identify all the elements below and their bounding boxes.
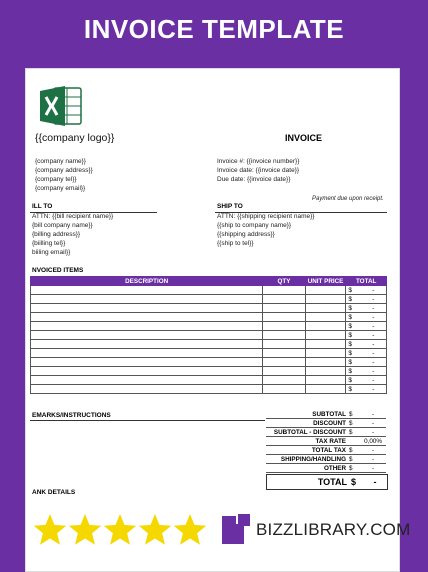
summary-row — [266, 420, 386, 428]
company-tel: {company tel}} — [35, 176, 77, 183]
bill-email: biiling email}} — [32, 249, 71, 256]
bill-tel: {biilling tel}} — [32, 240, 66, 247]
items-body — [31, 286, 387, 394]
item-unit-price-cell[interactable] — [305, 295, 346, 304]
remarks-heading: EMARKS/INSTRUCTIONS — [32, 412, 111, 419]
summary-label: SUBTOTAL — [312, 411, 346, 418]
item-total-value: - — [372, 322, 375, 330]
grand-total-value: - — [373, 477, 377, 487]
summary-label: SHIPPING/HANDLING — [280, 456, 346, 463]
items-header-row — [31, 277, 387, 286]
company-email: {company email}} — [35, 185, 86, 192]
item-row — [31, 385, 387, 394]
summary-row — [266, 447, 386, 455]
item-total-currency: $ — [348, 331, 352, 339]
item-total-cell — [346, 367, 387, 376]
summary-value: 0,00% — [364, 438, 382, 445]
star-icon — [174, 514, 206, 545]
item-total-value: - — [372, 295, 375, 303]
invoice-title: INVOICE — [285, 133, 323, 143]
item-row — [31, 313, 387, 322]
star-icon — [34, 514, 66, 545]
item-description-cell[interactable] — [31, 331, 263, 340]
item-qty-cell[interactable] — [263, 295, 305, 304]
item-total-cell — [346, 286, 387, 295]
summary-value: - — [371, 429, 375, 436]
invoice-meta — [217, 157, 299, 184]
item-unit-price-cell[interactable] — [305, 340, 346, 349]
ship-to-details — [217, 212, 314, 248]
summary-row — [266, 411, 386, 419]
item-unit-price-cell[interactable] — [305, 286, 346, 295]
col-unit-price: UNIT PRICE — [305, 277, 346, 286]
item-total-currency: $ — [348, 286, 352, 294]
payment-note: Payment due upon receipt. — [312, 196, 384, 202]
summary-value: - — [371, 411, 375, 418]
item-total-cell — [346, 304, 387, 313]
item-total-value: - — [372, 313, 375, 321]
item-total-cell — [346, 385, 387, 394]
item-qty-cell[interactable] — [263, 313, 305, 322]
bill-address: {billing address}} — [32, 231, 81, 238]
company-details — [35, 157, 93, 193]
excel-icon — [38, 85, 84, 127]
item-total-value: - — [372, 385, 375, 393]
summary-label: SUBTOTAL - DISCOUNT — [273, 429, 346, 436]
summary-value: - — [371, 456, 375, 463]
item-qty-cell[interactable] — [263, 367, 305, 376]
remarks-rule — [30, 420, 265, 421]
summary-label: TAX RATE — [315, 438, 346, 445]
item-row — [31, 340, 387, 349]
summary-label: OTHER — [323, 465, 346, 472]
item-total-cell — [346, 331, 387, 340]
item-row — [31, 295, 387, 304]
item-total-currency: $ — [348, 385, 352, 393]
due-date: Due date: {{invoice date}} — [217, 176, 291, 183]
item-qty-cell[interactable] — [263, 340, 305, 349]
col-qty: QTY — [263, 277, 305, 286]
item-description-cell[interactable] — [31, 304, 263, 313]
item-qty-cell[interactable] — [263, 385, 305, 394]
summary-currency: $ — [349, 447, 353, 454]
company-name: {company name}} — [35, 158, 86, 165]
rating-stars — [32, 512, 212, 548]
item-description-cell[interactable] — [31, 295, 263, 304]
item-total-value: - — [372, 367, 375, 375]
summary-row — [266, 429, 386, 437]
star-icon — [69, 514, 101, 545]
banner-title: INVOICE TEMPLATE — [83, 13, 345, 44]
item-row — [31, 349, 387, 358]
item-total-currency: $ — [348, 376, 352, 384]
summary-currency: $ — [349, 429, 353, 436]
summary-label: DISCOUNT — [313, 420, 346, 427]
company-logo-placeholder: {{company logo}} — [35, 132, 115, 144]
item-description-cell[interactable] — [31, 322, 263, 331]
grand-total-label: TOTAL — [317, 477, 347, 487]
item-total-currency: $ — [348, 295, 352, 303]
grand-total-row — [266, 474, 388, 490]
item-unit-price-cell[interactable] — [305, 367, 346, 376]
invoiced-items-heading: NVOICED ITEMS — [32, 267, 84, 274]
item-row — [31, 304, 387, 313]
summary-label: TOTAL TAX — [311, 447, 346, 454]
invoice-date: Invoice date: {{invoice date}} — [217, 167, 300, 174]
item-description-cell[interactable] — [31, 313, 263, 322]
ship-to-heading: SHIP TO — [217, 203, 243, 210]
item-total-value: - — [372, 340, 375, 348]
item-qty-cell[interactable] — [263, 286, 305, 295]
summary-value: - — [371, 420, 375, 427]
items-table — [30, 276, 387, 394]
brand — [222, 514, 410, 546]
item-unit-price-cell[interactable] — [305, 376, 346, 385]
item-description-cell[interactable] — [31, 286, 263, 295]
item-row — [31, 367, 387, 376]
summary-currency: $ — [349, 420, 353, 427]
summary-currency — [349, 438, 363, 445]
document-icon — [222, 514, 250, 546]
grand-total-currency: $ — [351, 477, 357, 487]
ship-address: {{shipping address}} — [217, 231, 275, 238]
item-description-cell[interactable] — [31, 385, 263, 394]
item-description-cell[interactable] — [31, 358, 263, 367]
item-description-cell[interactable] — [31, 376, 263, 385]
item-total-value: - — [372, 349, 375, 357]
item-qty-cell[interactable] — [263, 358, 305, 367]
item-row — [31, 331, 387, 340]
item-total-currency: $ — [348, 340, 352, 348]
company-address: {company address}} — [35, 167, 93, 174]
item-qty-cell[interactable] — [263, 304, 305, 313]
item-total-currency: $ — [348, 349, 352, 357]
bill-company: {bill company name}} — [32, 222, 93, 229]
bill-to-heading: ILL TO — [32, 203, 53, 210]
summary-row — [266, 456, 386, 464]
banner — [0, 0, 428, 58]
item-qty-cell[interactable] — [263, 322, 305, 331]
item-total-cell — [346, 295, 387, 304]
item-qty-cell[interactable] — [263, 376, 305, 385]
item-total-currency: $ — [348, 322, 352, 330]
item-total-currency: $ — [348, 313, 352, 321]
item-total-cell — [346, 349, 387, 358]
item-unit-price-cell[interactable] — [305, 385, 346, 394]
item-total-cell — [346, 358, 387, 367]
invoice-sheet — [25, 68, 400, 572]
item-total-value: - — [372, 304, 375, 312]
item-description-cell[interactable] — [31, 367, 263, 376]
item-row — [31, 358, 387, 367]
summary-currency: $ — [349, 456, 353, 463]
summary-row — [266, 438, 386, 446]
item-unit-price-cell[interactable] — [305, 331, 346, 340]
ship-company: {{ship to company name}} — [217, 222, 292, 229]
star-icon — [104, 514, 136, 545]
item-qty-cell[interactable] — [263, 331, 305, 340]
item-total-currency: $ — [348, 367, 352, 375]
item-total-currency: $ — [348, 304, 352, 312]
item-unit-price-cell[interactable] — [305, 358, 346, 367]
item-total-value: - — [372, 286, 375, 294]
item-row — [31, 286, 387, 295]
item-total-value: - — [372, 331, 375, 339]
summary-value: - — [371, 465, 375, 472]
item-description-cell[interactable] — [31, 349, 263, 358]
item-unit-price-cell[interactable] — [305, 349, 346, 358]
item-total-value: - — [372, 376, 375, 384]
ship-recipient: ATTN: {{shipping recipient name}} — [217, 213, 315, 220]
brand-name: BIZZLIBRARY.COM — [256, 520, 411, 539]
item-total-cell — [346, 322, 387, 331]
item-row — [31, 376, 387, 385]
star-icon — [139, 514, 171, 545]
item-unit-price-cell[interactable] — [305, 322, 346, 331]
summary-value: - — [371, 447, 375, 454]
col-total: TOTAL — [346, 277, 387, 286]
invoice-number: Invoice #: {{invoice number}} — [217, 158, 300, 165]
item-unit-price-cell[interactable] — [305, 304, 346, 313]
ship-tel: {{ship to tel}} — [217, 240, 254, 247]
item-total-cell — [346, 313, 387, 322]
item-total-cell — [346, 376, 387, 385]
summary-currency: $ — [349, 465, 353, 472]
item-total-cell — [346, 340, 387, 349]
summary-currency: $ — [349, 411, 353, 418]
item-description-cell[interactable] — [31, 340, 263, 349]
summary-row — [266, 465, 386, 473]
bill-to-details — [32, 212, 113, 257]
item-row — [31, 322, 387, 331]
item-qty-cell[interactable] — [263, 349, 305, 358]
bank-details-heading: ANK DETAILS — [32, 489, 76, 496]
item-unit-price-cell[interactable] — [305, 313, 346, 322]
col-description: DESCRIPTION — [31, 277, 263, 286]
bill-recipient: ATTN: {{bill recipient name}} — [32, 213, 114, 220]
item-total-value: - — [372, 358, 375, 366]
item-total-currency: $ — [348, 358, 352, 366]
